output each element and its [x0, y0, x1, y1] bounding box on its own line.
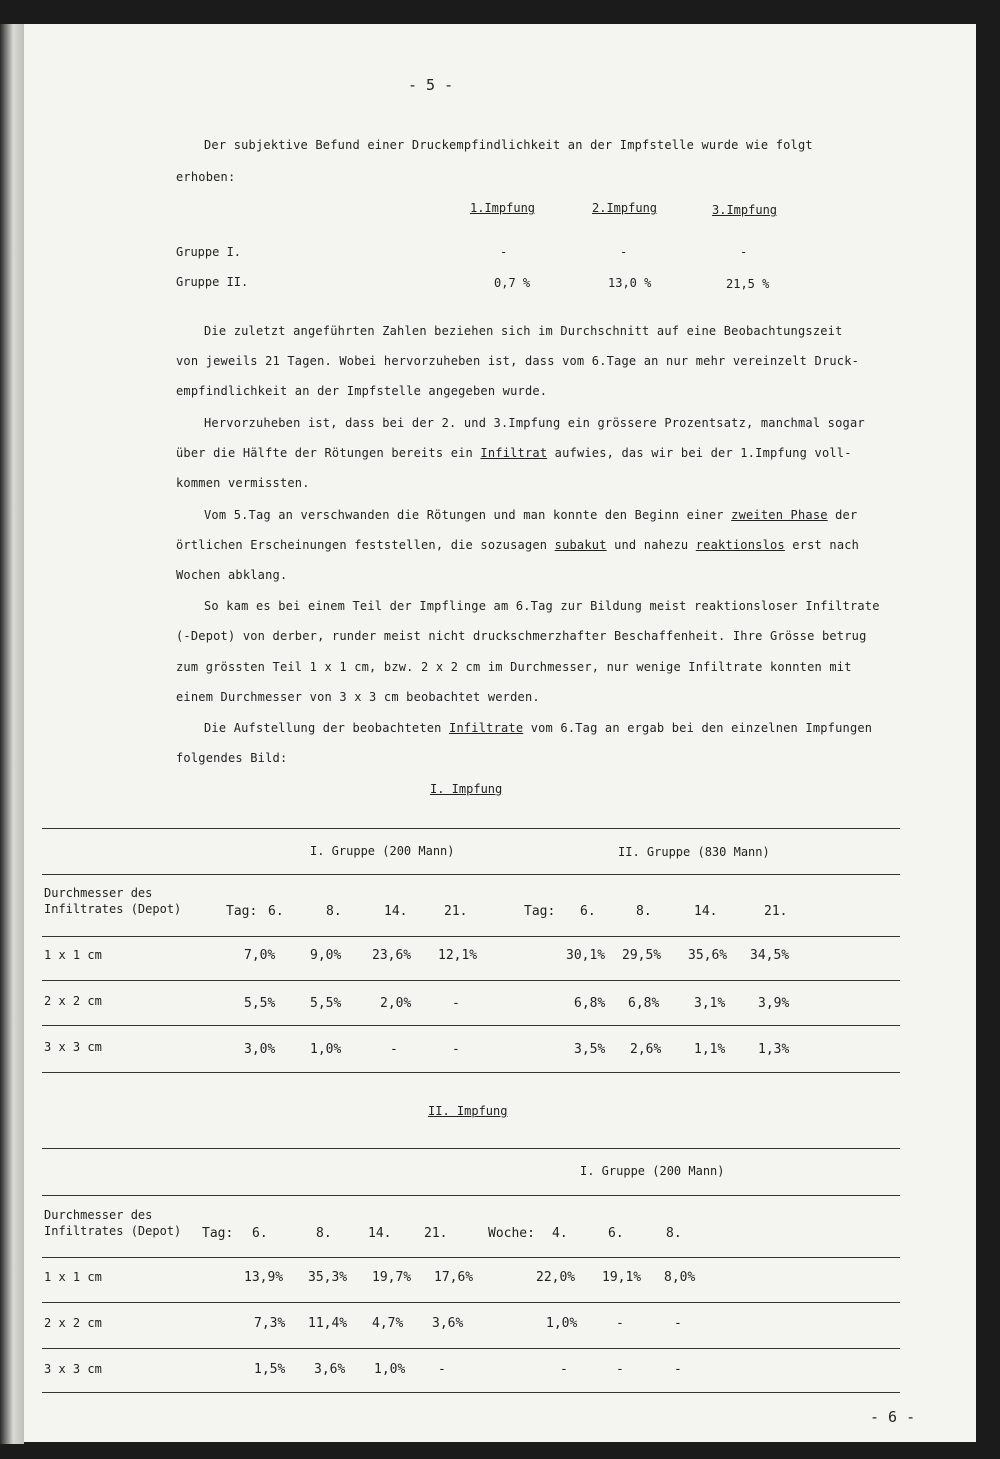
intro-line-1: Der subjektive Befund einer Druckempfindlichkeit an der Impfstelle wurde wie folgt: [204, 138, 813, 152]
next-page-number: - 6 -: [870, 1408, 916, 1426]
paragraph-3-line-3: Wochen abklang.: [176, 568, 288, 582]
table-1-cell: 23,6%: [372, 948, 412, 963]
table-1-cell: 7,0%: [244, 948, 276, 963]
table-2-tag-label: Tag:: [202, 1226, 234, 1241]
table-1-cell: 1,1%: [694, 1042, 726, 1057]
paragraph-1-line-3: empfindlichkeit an der Impfstelle angegeben wurde.: [176, 384, 548, 398]
small-table-header-2: 2.Impfung: [592, 201, 658, 215]
table-1-cell: 3,9%: [758, 996, 790, 1011]
table-1-cell: 3,0%: [244, 1042, 276, 1057]
table-2-cell: -: [616, 1362, 624, 1377]
paragraph-2-line-3: kommen vermissten.: [176, 476, 310, 490]
table-2-cell: 19,7%: [372, 1270, 412, 1285]
small-table-header-3: 3.Impfung: [712, 203, 778, 217]
table-2-week-label: Woche:: [488, 1226, 535, 1241]
table-2-cell: 35,3%: [308, 1270, 348, 1285]
paragraph-5-line-2: folgendes Bild:: [176, 751, 288, 765]
table-1-row-header-line-2: Infiltrates (Depot): [44, 902, 182, 916]
paragraph-4-line-3: zum grössten Teil 1 x 1 cm, bzw. 2 x 2 cm im Durchmesser, nur wenige Infiltrate konnten mit: [176, 660, 852, 674]
table-1-cell: 6,8%: [628, 996, 660, 1011]
small-table-cell: -: [740, 245, 748, 259]
rule: [42, 1025, 900, 1026]
table-1-cell: 2,6%: [630, 1042, 662, 1057]
table-1-cell: 35,6%: [688, 948, 728, 963]
small-table-cell: 0,7 %: [494, 276, 531, 290]
table-1-cell: 1,0%: [310, 1042, 342, 1057]
small-table-cell: 13,0 %: [608, 276, 652, 290]
table-1-cell: 6,8%: [574, 996, 606, 1011]
table-2-cell: 8,0%: [664, 1270, 696, 1285]
paragraph-4-line-2: (-Depot) von derber, runder meist nicht druckschmerzhafter Beschaffenheit. Ihre Grösse betrug: [176, 629, 867, 643]
table-1-group-2: II. Gruppe (830 Mann): [618, 845, 770, 859]
table-1-day: 8.: [636, 904, 652, 919]
table-1-cell: 1,3%: [758, 1042, 790, 1057]
table-1-cell: 3,5%: [574, 1042, 606, 1057]
table-2-row-label: 1 x 1 cm: [44, 1270, 102, 1284]
binder-edge: [0, 24, 24, 1444]
table-1-day: 8.: [326, 904, 342, 919]
table-2-group-1: I. Gruppe (200 Mann): [580, 1164, 725, 1178]
small-table-row-label: Gruppe II.: [176, 275, 249, 289]
table-1-cell: -: [390, 1042, 398, 1057]
table-1-group-1: I. Gruppe (200 Mann): [310, 844, 455, 858]
table-1-cell: -: [452, 1042, 460, 1057]
table-1-title: I. Impfung: [430, 782, 503, 796]
small-table-row-label: Gruppe I.: [176, 245, 242, 259]
table-1-cell: 34,5%: [750, 948, 790, 963]
small-table-header-1: 1.Impfung: [470, 201, 536, 215]
table-1-day: 6.: [268, 904, 284, 919]
table-1-cell: 30,1%: [566, 948, 606, 963]
table-1-cell: -: [452, 996, 460, 1011]
table-1-cell: 29,5%: [622, 948, 662, 963]
paragraph-1-line-2: von jeweils 21 Tagen. Wobei hervorzuheben ist, dass vom 6.Tage an nur mehr vereinzelt Druck-: [176, 354, 860, 368]
rule: [42, 874, 900, 875]
rule: [42, 1348, 900, 1349]
table-1-cell: 3,1%: [694, 996, 726, 1011]
table-2-cell: 1,0%: [374, 1362, 406, 1377]
rule: [42, 1302, 900, 1303]
small-table-cell: -: [620, 245, 628, 259]
table-2-week: 8.: [666, 1226, 682, 1241]
table-1-cell: 2,0%: [380, 996, 412, 1011]
rule: [42, 1072, 900, 1073]
table-1-day: 14.: [384, 904, 408, 919]
table-1-cell: 5,5%: [310, 996, 342, 1011]
table-2-cell: 19,1%: [602, 1270, 642, 1285]
rule: [42, 1257, 900, 1258]
small-table-cell: -: [500, 245, 508, 259]
table-2-row-header-line-1: Durchmesser des: [44, 1208, 153, 1222]
table-2-cell: 7,3%: [254, 1316, 286, 1331]
table-2-cell: 3,6%: [314, 1362, 346, 1377]
paragraph-4-line-4: einem Durchmesser von 3 x 3 cm beobachtet werden.: [176, 690, 540, 704]
paragraph-2-line-1: Hervorzuheben ist, dass bei der 2. und 3.Impfung ein grössere Prozentsatz, manchmal sogar: [204, 416, 865, 430]
small-table-cell: 21,5 %: [726, 277, 770, 291]
table-2-day: 14.: [368, 1226, 392, 1241]
table-2-row-header-line-2: Infiltrates (Depot): [44, 1224, 182, 1238]
table-2-cell: -: [616, 1316, 624, 1331]
paragraph-1-line-1: Die zuletzt angeführten Zahlen beziehen sich im Durchschnitt auf eine Beobachtungszeit: [204, 324, 843, 338]
paragraph-3-line-1: Vom 5.Tag an verschwanden die Rötungen und man konnte den Beginn einer zweiten Phase der: [204, 508, 858, 522]
table-2-day: 21.: [424, 1226, 448, 1241]
table-1-tag-label: Tag:: [524, 904, 556, 919]
table-2-cell: -: [560, 1362, 568, 1377]
paragraph-2-line-2: über die Hälfte der Rötungen bereits ein Infiltrat aufwies, das wir bei der 1.Impfung voll-: [176, 446, 852, 460]
table-1-cell: 12,1%: [438, 948, 478, 963]
table-2-cell: -: [674, 1362, 682, 1377]
table-2-day: 8.: [316, 1226, 332, 1241]
table-2-cell: -: [674, 1316, 682, 1331]
rule: [42, 1195, 900, 1196]
table-1-cell: 9,0%: [310, 948, 342, 963]
table-1-day: 14.: [694, 904, 718, 919]
table-1-day: 6.: [580, 904, 596, 919]
paragraph-5-line-1: Die Aufstellung der beobachteten Infiltrate vom 6.Tag an ergab bei den einzelnen Impfungen: [204, 721, 873, 735]
table-2-row-label: 3 x 3 cm: [44, 1362, 102, 1376]
table-2-week: 6.: [608, 1226, 624, 1241]
paragraph-4-line-1: So kam es bei einem Teil der Impflinge am 6.Tag zur Bildung meist reaktionsloser Infiltrate: [204, 599, 880, 613]
table-2-cell: 17,6%: [434, 1270, 474, 1285]
rule: [42, 980, 900, 981]
table-1-day: 21.: [444, 904, 468, 919]
table-2-title: II. Impfung: [428, 1104, 508, 1118]
table-2-cell: 22,0%: [536, 1270, 576, 1285]
table-2-cell: -: [438, 1362, 446, 1377]
rule: [42, 1148, 900, 1149]
table-2-cell: 13,9%: [244, 1270, 284, 1285]
table-2-row-label: 2 x 2 cm: [44, 1316, 102, 1330]
intro-line-2: erhoben:: [176, 170, 236, 184]
table-1-day: 21.: [764, 904, 788, 919]
table-2-day: 6.: [252, 1226, 268, 1241]
paragraph-3-line-2: örtlichen Erscheinungen feststellen, die sozusagen subakut und nahezu reaktionslos erst nach: [176, 538, 860, 552]
table-1-row-label: 2 x 2 cm: [44, 994, 102, 1008]
table-2-week: 4.: [552, 1226, 568, 1241]
table-2-cell: 3,6%: [432, 1316, 464, 1331]
table-2-cell: 1,0%: [546, 1316, 578, 1331]
table-1-cell: 5,5%: [244, 996, 276, 1011]
rule: [42, 936, 900, 937]
table-2-cell: 4,7%: [372, 1316, 404, 1331]
table-2-cell: 11,4%: [308, 1316, 348, 1331]
table-1-row-header-line-1: Durchmesser des: [44, 886, 153, 900]
page-number: - 5 -: [408, 76, 454, 94]
document-page: [24, 24, 976, 1442]
table-1-tag-label: Tag:: [226, 904, 258, 919]
table-1-row-label: 1 x 1 cm: [44, 948, 102, 962]
rule: [42, 1392, 900, 1393]
table-1-row-label: 3 x 3 cm: [44, 1040, 102, 1054]
table-2-cell: 1,5%: [254, 1362, 286, 1377]
rule: [42, 828, 900, 829]
